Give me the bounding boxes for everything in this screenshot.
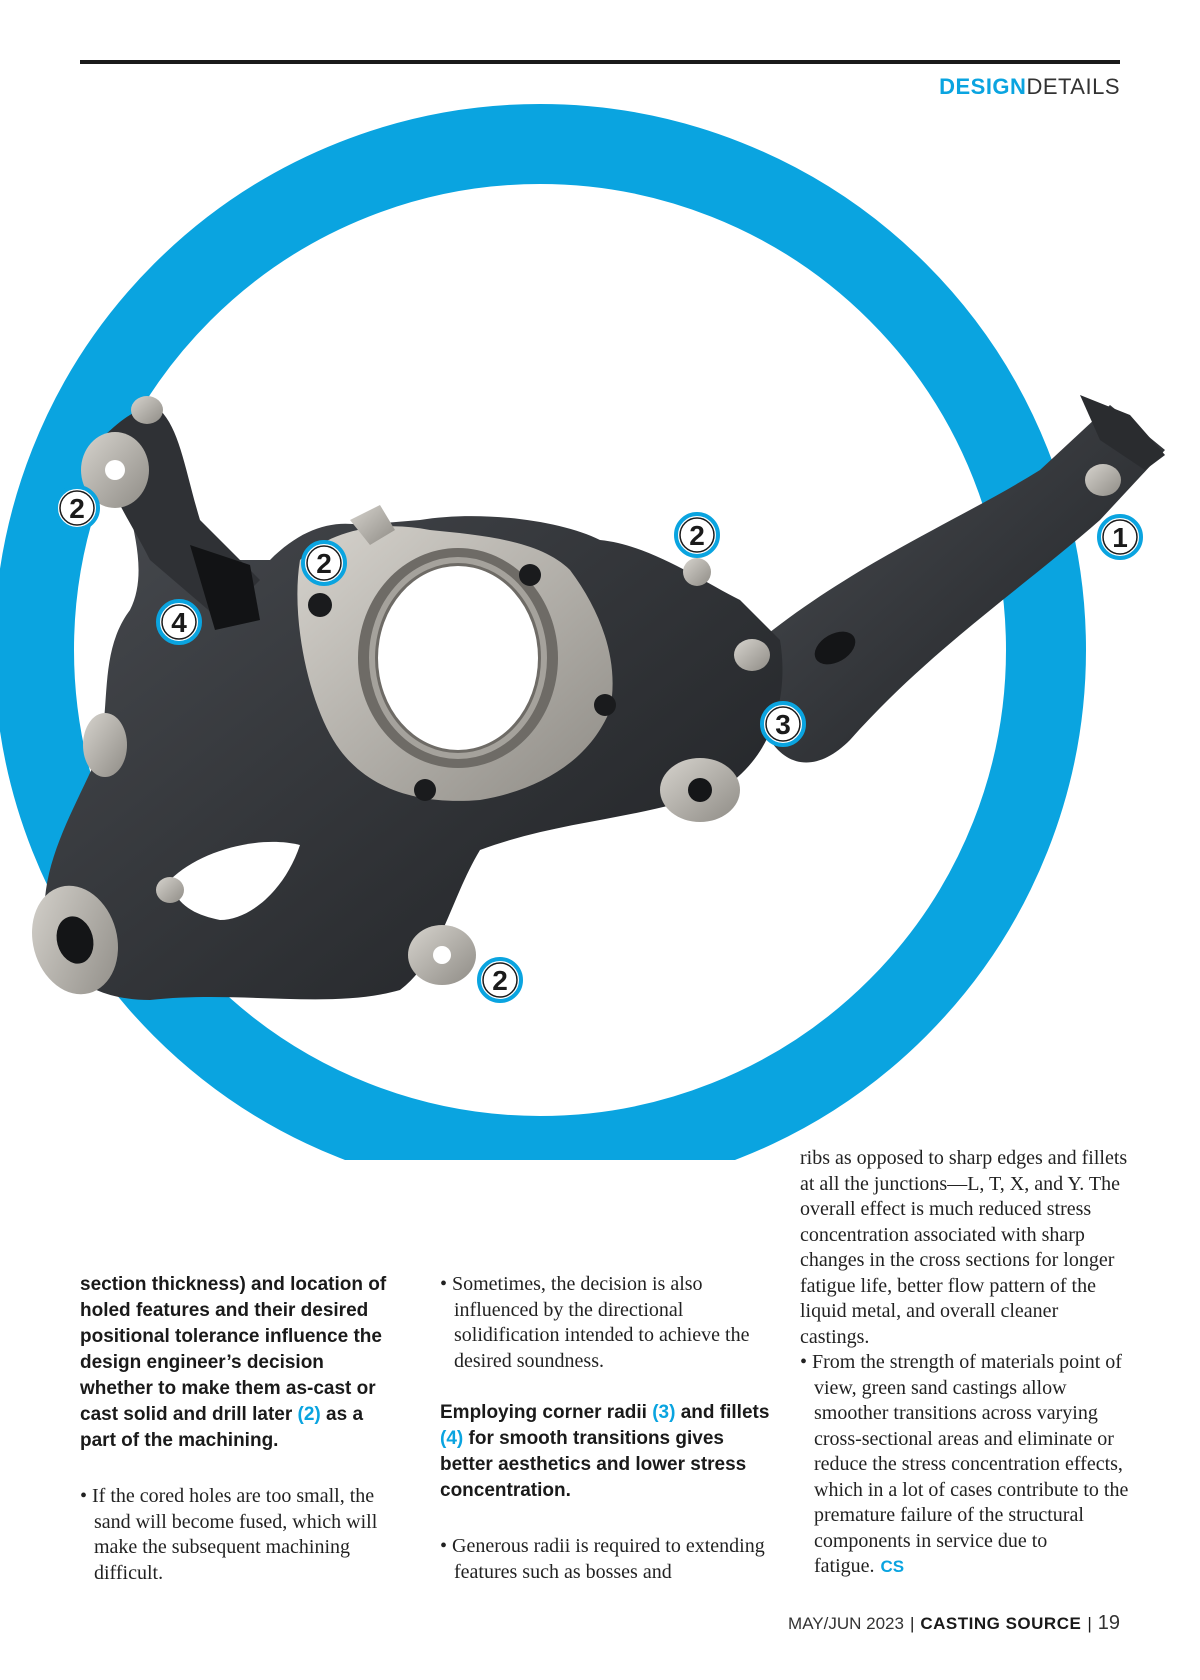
section-tag-light: DETAILS [1026,74,1120,99]
corner-radii-heading: Employing corner radii (3) and fillets (4) for smooth transitions gives better aesthetics and lower stress concentration. [440,1402,770,1501]
generous-radii-bullet: • Generous radii is required to extending features such as bosses and [440,1535,765,1583]
callout-label: 2 [69,493,85,524]
ref-4: (4) [440,1428,464,1449]
callout-label: 2 [689,520,705,551]
ribs-paragraph: ribs as opposed to sharp edges and fillets at all the junctions—L, T, X, and Y. The overall effect is much reduced stress concentration associated with sharp changes in the cross sections for longer fatigue life, better flow pattern of the liquid metal, and overall cleaner castings. [800,1147,1128,1348]
callout-4 [158,601,200,643]
callout-label: 1 [1112,522,1128,553]
callout-2-bottom [479,959,521,1001]
callout-label: 3 [775,709,791,740]
column-2 [440,1272,770,1585]
magazine-name: CASTING SOURCE [920,1614,1082,1633]
column-3 [800,1146,1130,1580]
page-footer: MAY/JUN 2023 | CASTING SOURCE | 19 [788,1612,1120,1634]
callout-2-topleft [56,487,98,529]
section-tag-strong: DESIGN [939,74,1027,99]
issue-date: MAY/JUN 2023 [788,1614,904,1633]
strength-bullet: • From the strength of materials point of view, green sand castings allow smoother transitions across varying cross-sectional areas and eliminate or reduce the stress concentration effects, which in a lot of cases contribute to the premature failure of the structural components in service due to fatigue. CS [800,1351,1129,1577]
callout-2-top [676,514,718,556]
ref-2: (2) [297,1404,321,1425]
callout-1 [1099,516,1141,558]
column-1 [80,1272,400,1586]
callout-label: 4 [171,607,187,638]
holed-features-paragraph: section thickness) and location of holed features and their desired positional tolerance influence the design engineer’s decision whether to make them as-cast or cast solid and drill later (2) as a part of the machining. [80,1274,387,1451]
steering-arm [760,405,1165,763]
callout-label: 2 [492,965,508,996]
end-mark: CS [880,1557,905,1576]
cored-holes-bullet: • If the cored holes are too small, the sand will become fused, which will make the subsequent machining difficult. [80,1485,378,1584]
callout-label: 2 [316,548,332,579]
page-number: 19 [1097,1612,1120,1634]
ref-3: (3) [652,1402,676,1423]
callout-2-flange [303,542,345,584]
callout-3 [762,703,804,745]
directional-solidification-bullet: • Sometimes, the decision is also influenced by the directional solidification intended to achieve the desired soundness. [440,1273,750,1372]
